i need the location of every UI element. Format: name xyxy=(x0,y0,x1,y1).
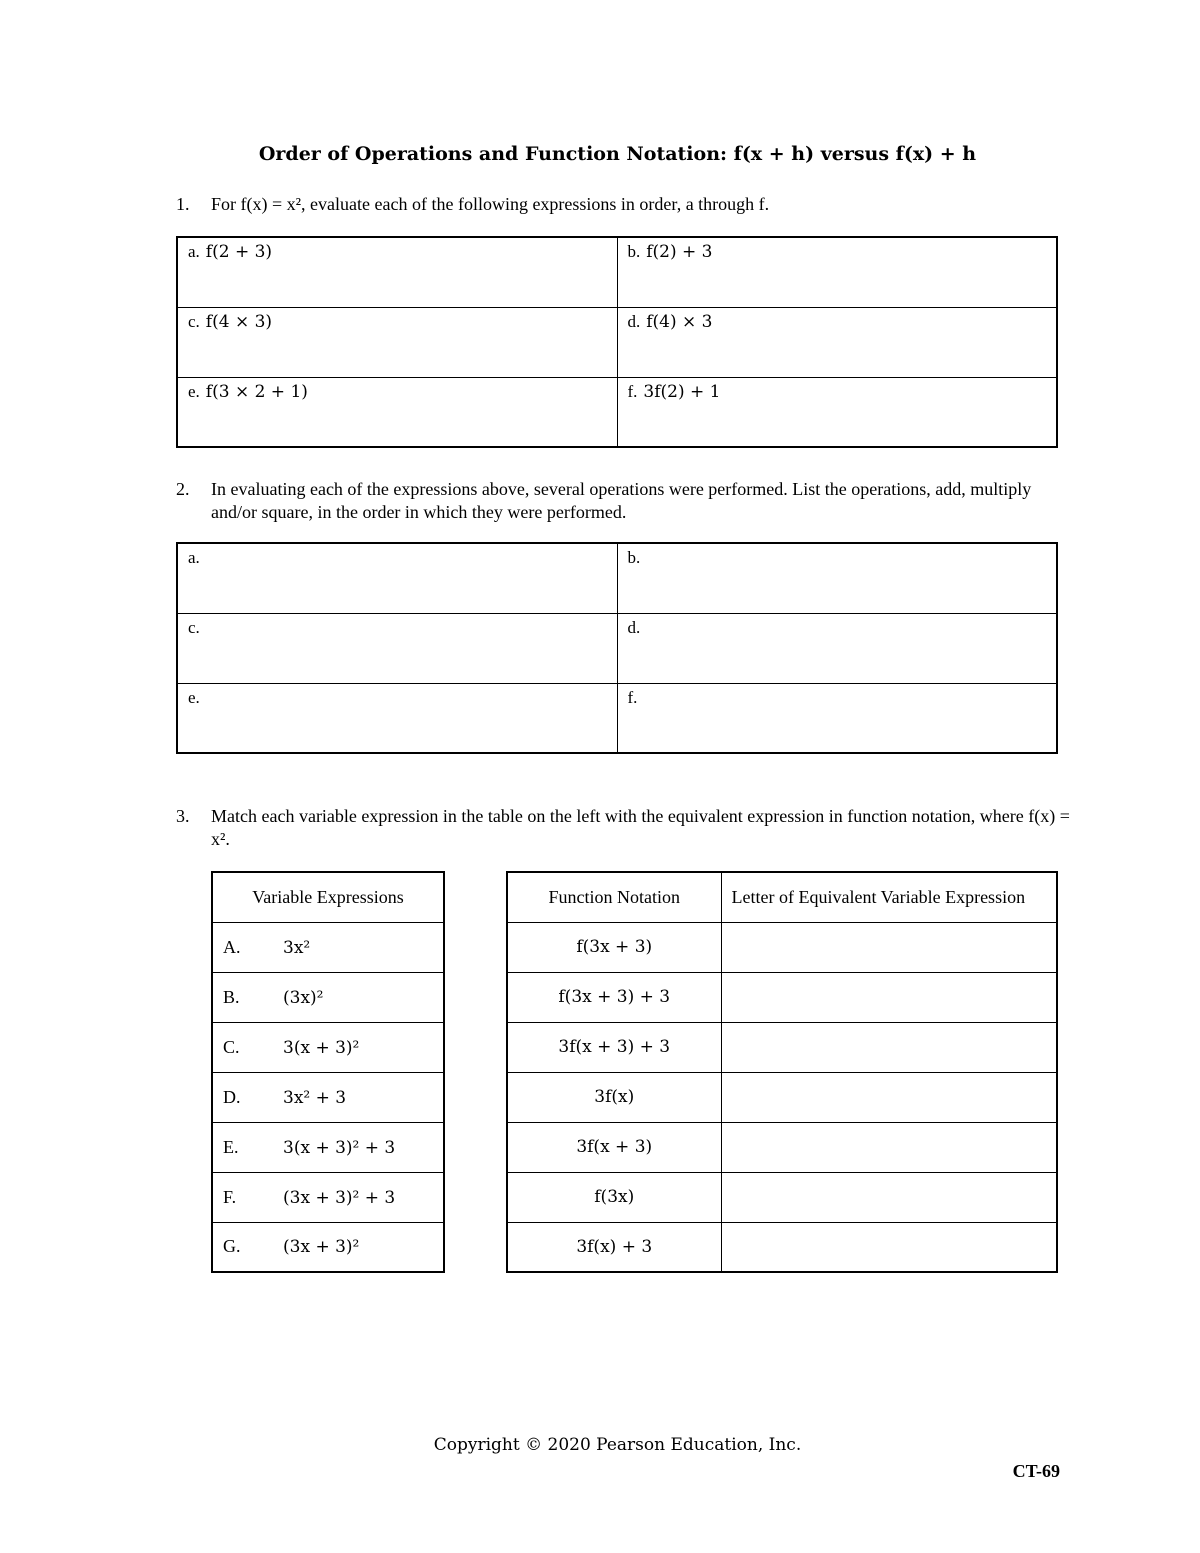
cell-label: d. xyxy=(627,617,641,637)
question-text: In evaluating each of the expressions above, several operations were performed. List the operations, add, multiply and/or square, in the order in which they were performed. xyxy=(211,479,1032,522)
function-expression: 3f(x + 3) + 3 xyxy=(507,1022,721,1072)
cell-expression: f(4) × 3 xyxy=(646,311,713,332)
row-expression: (3x + 3)² + 3 xyxy=(283,1187,396,1208)
row-letter: A. xyxy=(223,936,241,957)
question-number: 2. xyxy=(176,479,190,499)
answer-cell[interactable] xyxy=(617,613,1057,683)
cell-label: f. xyxy=(627,381,638,401)
answer-cell[interactable] xyxy=(721,922,1057,972)
answer-grid-1 xyxy=(176,236,1058,448)
cell-expression: f(2) + 3 xyxy=(646,242,713,262)
table-row xyxy=(212,1122,444,1172)
row-expression: 3(x + 3)² + 3 xyxy=(283,1137,396,1158)
function-expression: f(3x + 3) + 3 xyxy=(507,972,721,1022)
row-letter: F. xyxy=(223,1186,237,1207)
table-row xyxy=(212,1022,444,1072)
row-letter: D. xyxy=(223,1086,241,1107)
answer-cell[interactable] xyxy=(177,377,617,447)
table-row xyxy=(212,972,444,1022)
question-number: 3. xyxy=(176,806,190,826)
answer-cell[interactable] xyxy=(721,972,1057,1022)
cell-expression: f(2 + 3) xyxy=(205,242,273,262)
table-header: Letter of Equivalent Variable Expression xyxy=(721,872,1057,922)
answer-cell[interactable] xyxy=(721,1072,1057,1122)
cell-label: b. xyxy=(627,242,641,261)
answer-cell[interactable] xyxy=(617,377,1057,447)
function-expression: f(3x) xyxy=(507,1172,721,1222)
function-expression: 3f(x) xyxy=(507,1072,721,1122)
table-header: Variable Expressions xyxy=(212,872,444,922)
row-expression: (3x + 3)² xyxy=(283,1237,360,1258)
row-expression: 3x² xyxy=(283,937,311,958)
row-letter: E. xyxy=(223,1136,239,1157)
cell-expression: f(4 × 3) xyxy=(205,311,273,332)
row-expression: (3x)² xyxy=(283,987,324,1008)
cell-expression: 3f(2) + 1 xyxy=(643,381,721,402)
row-letter: C. xyxy=(223,1036,240,1057)
cell-label: c. xyxy=(188,311,200,331)
question-text: Match each variable expression in the table on the left with the equivalent expression in function notation, where f(x) = x². xyxy=(211,806,1070,849)
row-letter: B. xyxy=(223,986,240,1007)
copyright-footer: Copyright © 2020 Pearson Education, Inc. xyxy=(433,1435,802,1455)
question-text: For f(x) = x², evaluate each of the following expressions in order, a through f. xyxy=(211,194,770,214)
answer-cell[interactable] xyxy=(177,683,617,753)
function-notation-table xyxy=(506,871,1058,1273)
function-expression: 3f(x) + 3 xyxy=(507,1222,721,1272)
cell-label: b. xyxy=(627,548,641,567)
cell-label: a. xyxy=(188,242,200,261)
row-expression: 3(x + 3)² xyxy=(283,1037,360,1058)
answer-cell[interactable] xyxy=(721,1022,1057,1072)
answer-cell[interactable] xyxy=(721,1222,1057,1272)
cell-label: a. xyxy=(188,548,200,567)
answer-cell[interactable] xyxy=(617,543,1057,613)
cell-label: d. xyxy=(627,311,641,331)
answer-cell[interactable] xyxy=(617,307,1057,377)
function-expression: 3f(x + 3) xyxy=(507,1122,721,1172)
table-row xyxy=(212,1172,444,1222)
cell-label: e. xyxy=(188,687,200,707)
answer-cell[interactable] xyxy=(177,613,617,683)
question-number: 1. xyxy=(176,194,190,214)
cell-label: c. xyxy=(188,617,200,637)
answer-cell[interactable] xyxy=(177,307,617,377)
function-expression: f(3x + 3) xyxy=(507,922,721,972)
page-title: Order of Operations and Function Notation: f(x + h) versus f(x) + h xyxy=(258,143,977,165)
page-number: CT-69 xyxy=(1012,1461,1060,1481)
answer-grid-2 xyxy=(176,542,1058,754)
cell-expression: f(3 × 2 + 1) xyxy=(205,381,308,402)
answer-cell[interactable] xyxy=(721,1172,1057,1222)
row-letter: G. xyxy=(223,1236,241,1257)
table-header: Function Notation xyxy=(507,872,721,922)
answer-cell[interactable] xyxy=(177,237,617,307)
table-row xyxy=(212,1222,444,1272)
answer-cell[interactable] xyxy=(617,237,1057,307)
cell-label: f. xyxy=(627,687,638,707)
table-row xyxy=(212,922,444,972)
answer-cell[interactable] xyxy=(617,683,1057,753)
answer-cell[interactable] xyxy=(721,1122,1057,1172)
cell-label: e. xyxy=(188,381,200,401)
answer-cell[interactable] xyxy=(177,543,617,613)
table-row xyxy=(212,1072,444,1122)
variable-expressions-table xyxy=(211,871,445,1273)
row-expression: 3x² + 3 xyxy=(283,1087,347,1108)
